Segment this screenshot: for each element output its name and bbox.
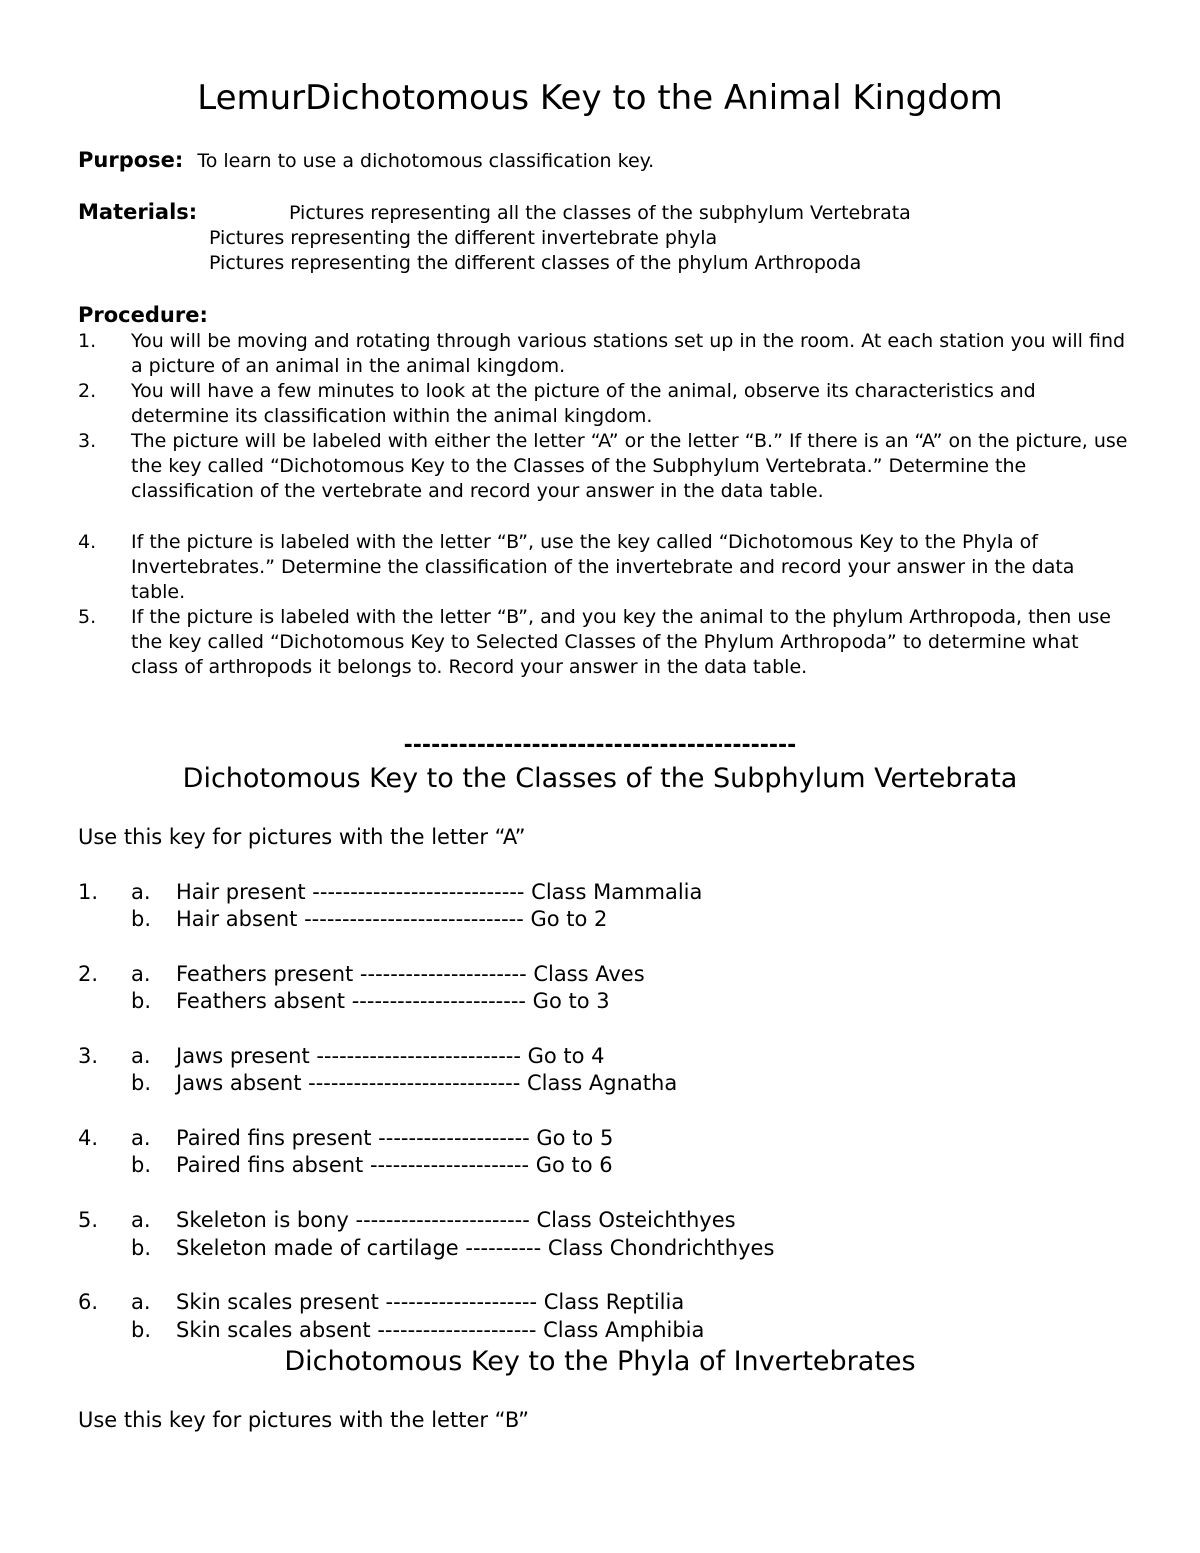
step-text: You will have a few minutes to look at the picture of the animal, observe its characteristics and determine its classification within the animal kingdom.: [131, 380, 1036, 428]
key-option-text: Feathers present ---------------------- Class Aves: [176, 962, 645, 986]
key-option-letter: b.: [131, 989, 152, 1013]
materials-item: Pictures representing the different invertebrate phyla: [209, 227, 718, 249]
key-option-letter: a.: [131, 1290, 151, 1314]
materials-item: Pictures representing all the classes of the subphylum Vertebrata: [289, 202, 911, 224]
step-text: If the picture is labeled with the letter “B”, and you key the animal to the phylum Arthropoda, then use the key called “Dichotomous Key to Selected Classes of the Phylum Arthropoda” to determine what class of arthropods it belongs to. Record your answer in the data table.: [131, 606, 1111, 679]
materials-item: Pictures representing the different classes of the phylum Arthropoda: [209, 252, 862, 274]
step-text: You will be moving and rotating through various stations set up in the room. At each station you will find a picture of an animal in the animal kingdom.: [131, 330, 1126, 378]
invertebrate-key-heading: Dichotomous Key to the Phyla of Invertebrates: [284, 1346, 916, 1377]
key-option-text: Jaws absent ---------------------------- Class Agnatha: [176, 1071, 678, 1095]
key-option-text: Paired fins absent --------------------- Go to 6: [176, 1153, 613, 1177]
step-number: 2.: [78, 380, 97, 402]
key-option-letter: b.: [131, 1318, 152, 1342]
key-option-letter: a.: [131, 1126, 151, 1150]
key-option-letter: b.: [131, 1153, 152, 1177]
key-entry-number: 6.: [78, 1290, 99, 1314]
invertebrate-key-instruction: Use this key for pictures with the letter “B”: [78, 1408, 530, 1432]
key-option-text: Hair absent ----------------------------- Go to 2: [176, 907, 608, 931]
step-text: The picture will be labeled with either the letter “A” or the letter “B.” If there is an “A” on the picture, use the key called “Dichotomous Key to the Classes of the Subphylum Vertebrata.” Determine the classification of the vertebrate and record your answer in the data table.: [131, 430, 1128, 503]
key-option-letter: b.: [131, 1071, 152, 1095]
step-number: 1.: [78, 330, 97, 352]
key-entry-number: 3.: [78, 1044, 99, 1068]
key-entry-number: 5.: [78, 1208, 99, 1232]
step-number: 5.: [78, 606, 97, 628]
key-option-letter: a.: [131, 1044, 151, 1068]
procedure-label: Procedure:: [78, 303, 208, 327]
materials-label: Materials:: [78, 200, 198, 224]
key-entry-number: 1.: [78, 880, 99, 904]
key-option-text: Skin scales present -------------------- Class Reptilia: [176, 1290, 685, 1314]
purpose-label: Purpose:: [78, 148, 184, 172]
step-number: 3.: [78, 430, 97, 452]
section-separator: -------------------------------------------: [403, 733, 797, 758]
key-option-letter: a.: [131, 1208, 151, 1232]
document-title: LemurDichotomous Key to the Animal Kingdom: [197, 78, 1003, 118]
key-option-text: Paired fins present -------------------- Go to 5: [176, 1126, 614, 1150]
step-text: If the picture is labeled with the letter “B”, use the key called “Dichotomous Key to the Phyla of Invertebrates.” Determine the classification of the invertebrate and record your answer in the data table.: [131, 531, 1075, 604]
purpose-text: To learn to use a dichotomous classification key.: [197, 150, 655, 172]
key-option-letter: a.: [131, 880, 151, 904]
key-entry-number: 2.: [78, 962, 99, 986]
purpose-section: [78, 148, 654, 174]
key-option-text: Hair present ---------------------------- Class Mammalia: [176, 880, 703, 904]
key-entry-number: 4.: [78, 1126, 99, 1150]
vertebrate-key-instruction: Use this key for pictures with the letter “A”: [78, 825, 526, 849]
vertebrate-key-heading: Dichotomous Key to the Classes of the Subphylum Vertebrata: [182, 763, 1018, 794]
key-option-text: Feathers absent ----------------------- Go to 3: [176, 989, 610, 1013]
key-option-text: Jaws present --------------------------- Go to 4: [176, 1044, 605, 1068]
key-option-letter: a.: [131, 962, 151, 986]
key-option-text: Skeleton is bony ----------------------- Class Osteichthyes: [176, 1208, 736, 1232]
key-option-letter: b.: [131, 1236, 152, 1260]
key-option-letter: b.: [131, 907, 152, 931]
key-option-text: Skeleton made of cartilage ---------- Class Chondrichthyes: [176, 1236, 775, 1260]
key-option-text: Skin scales absent --------------------- Class Amphibia: [176, 1318, 705, 1342]
step-number: 4.: [78, 531, 97, 553]
